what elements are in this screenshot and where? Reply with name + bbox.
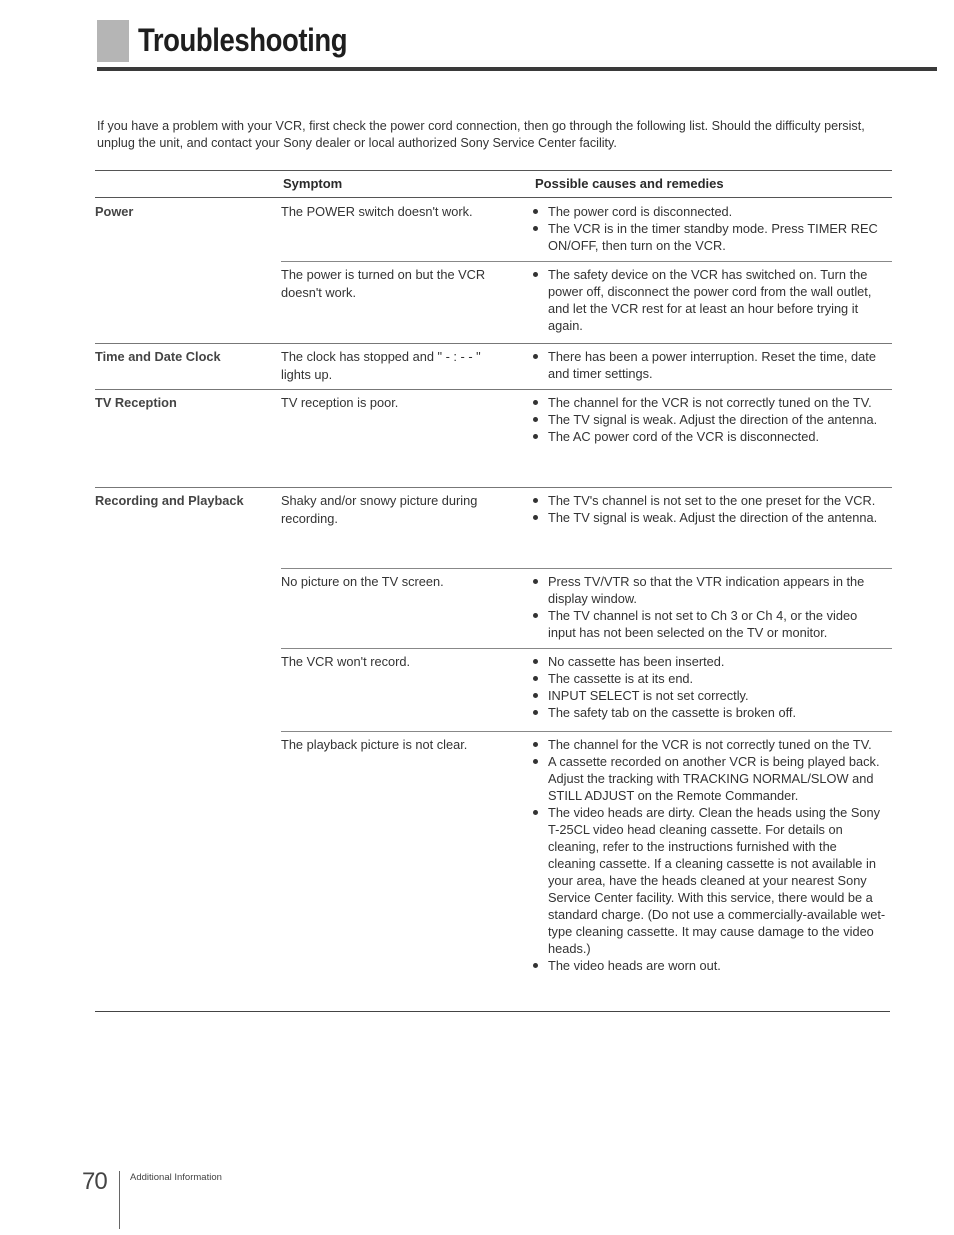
section-name: Additional Information	[130, 1172, 222, 1183]
causes-list	[531, 492, 887, 526]
cause-text: INPUT SELECT is not set correctly.	[548, 688, 749, 703]
row-divider	[281, 568, 892, 569]
cause-item	[531, 573, 887, 607]
cause-text: No cassette has been inserted.	[548, 654, 725, 669]
bullet-icon	[533, 434, 538, 439]
title-rule	[97, 67, 937, 71]
row-divider	[95, 389, 892, 390]
cause-item	[531, 653, 887, 670]
bullet-icon	[533, 693, 538, 698]
causes-list	[531, 348, 887, 382]
bullet-icon	[533, 613, 538, 618]
page-title: Troubleshooting	[138, 22, 348, 58]
bullet-icon	[533, 400, 538, 405]
cause-item	[531, 428, 887, 445]
table-row	[95, 198, 892, 261]
cause-text: The TV signal is weak. Adjust the direction of the antenna.	[548, 412, 878, 427]
page-number: 70	[82, 1168, 107, 1195]
symptom-text: No picture on the TV screen.	[281, 574, 444, 589]
cause-text: The channel for the VCR is not correctly tuned on the TV.	[548, 737, 872, 752]
cause-text: The video heads are worn out.	[548, 958, 721, 973]
cause-item	[531, 753, 887, 804]
cause-item	[531, 957, 887, 974]
bullet-icon	[533, 676, 538, 681]
cause-text: The TV channel is not set to Ch 3 or Ch 4, or the video input has not been selected on the TV or monitor.	[548, 608, 858, 640]
table-row	[95, 343, 892, 389]
cause-item	[531, 394, 887, 411]
table-row	[95, 261, 892, 343]
cause-text: The TV signal is weak. Adjust the direction of the antenna.	[548, 510, 878, 525]
row-divider	[281, 731, 892, 732]
cause-item	[531, 804, 887, 957]
bullet-icon	[533, 498, 538, 503]
cause-text: The power cord is disconnected.	[548, 204, 733, 219]
cause-text: The AC power cord of the VCR is disconnected.	[548, 429, 820, 444]
symptom-text: The VCR won't record.	[281, 654, 411, 669]
bullet-icon	[533, 742, 538, 747]
symptom-text: The power is turned on but the VCR doesn't work.	[281, 267, 486, 300]
bullet-icon	[533, 272, 538, 277]
bullet-icon	[533, 515, 538, 520]
bullet-icon	[533, 209, 538, 214]
causes-column-header: Possible causes and remedies	[535, 176, 724, 191]
symptom-text: The POWER switch doesn't work.	[281, 204, 473, 219]
cause-item	[531, 670, 887, 687]
cause-text: The TV's channel is not set to the one preset for the VCR.	[548, 493, 876, 508]
causes-list	[531, 266, 887, 334]
cause-text: The cassette is at its end.	[548, 671, 694, 686]
row-divider	[95, 487, 892, 488]
row-divider	[95, 343, 892, 344]
category-label: Recording and Playback	[95, 493, 244, 508]
category-label: Power	[95, 204, 134, 219]
bullet-icon	[533, 759, 538, 764]
cause-item	[531, 492, 887, 509]
cause-item	[531, 607, 887, 641]
causes-list	[531, 653, 887, 721]
cause-text: The safety device on the VCR has switched on. Turn the power off, disconnect the power cord from the wall outlet, and let the VCR rest for at least an hour before trying it again.	[548, 267, 872, 333]
row-divider	[281, 261, 892, 262]
cause-item	[531, 348, 887, 382]
cause-item	[531, 704, 887, 721]
bullet-icon	[533, 810, 538, 815]
title-marker-block	[97, 20, 129, 62]
cause-text: The channel for the VCR is not correctly tuned on the TV.	[548, 395, 872, 410]
bullet-icon	[533, 226, 538, 231]
bullet-icon	[533, 354, 538, 359]
category-label: Time and Date Clock	[95, 349, 221, 364]
bullet-icon	[533, 417, 538, 422]
category-label: TV Reception	[95, 395, 177, 410]
symptom-column-header: Symptom	[283, 176, 343, 191]
row-divider	[281, 648, 892, 649]
footer-divider	[119, 1171, 120, 1229]
cause-text: Press TV/VTR so that the VTR indication appears in the display window.	[548, 574, 865, 606]
table-header	[95, 170, 892, 198]
intro-paragraph: If you have a problem with your VCR, first check the power cord connection, then go through the following list. Should the difficulty persist, unplug the unit, and contact your Sony dealer or local authorized Sony Service Center facility.	[97, 119, 865, 150]
cause-text: The video heads are dirty. Clean the heads using the Sony T-25CL video head cleaning cassette. For details on cleaning, refer to the instructions furnished with the cleaning cassette. If a cleaning cassette is not available in your area, have the heads cleaned at your nearest Sony Service Center facility. With this service, there would be a standard charge. (Do not use a commercially-available wet-type cleaning cassette. It may cause damage to the video heads.)	[548, 805, 886, 956]
troubleshooting-table	[95, 170, 892, 1013]
bullet-icon	[533, 710, 538, 715]
cause-item	[531, 266, 887, 334]
table-row	[95, 648, 892, 731]
table-row	[95, 568, 892, 648]
table-row	[95, 731, 892, 1013]
causes-list	[531, 203, 887, 254]
cause-item	[531, 509, 887, 526]
bullet-icon	[533, 659, 538, 664]
symptom-text: The playback picture is not clear.	[281, 737, 468, 752]
cause-item	[531, 736, 887, 753]
cause-text: A cassette recorded on another VCR is being played back. Adjust the tracking with TRACKING NORMAL/SLOW and STILL ADJUST on the Remote Commander.	[548, 754, 880, 803]
causes-list	[531, 573, 887, 641]
bullet-icon	[533, 963, 538, 968]
symptom-text: Shaky and/or snowy picture during recording.	[281, 493, 478, 526]
causes-list	[531, 736, 887, 974]
bullet-icon	[533, 579, 538, 584]
cause-item	[531, 411, 887, 428]
table-row	[95, 389, 892, 487]
symptom-text: The clock has stopped and " - : - - " lights up.	[281, 349, 481, 382]
table-end-rule	[95, 1011, 890, 1012]
cause-text: The VCR is in the timer standby mode. Press TIMER REC ON/OFF, then turn on the VCR.	[548, 221, 878, 253]
cause-text: The safety tab on the cassette is broken off.	[548, 705, 797, 720]
cause-item	[531, 687, 887, 704]
table-body	[95, 198, 892, 1013]
causes-list	[531, 394, 887, 445]
cause-item	[531, 203, 887, 220]
cause-text: There has been a power interruption. Reset the time, date and timer settings.	[548, 349, 876, 381]
cause-item	[531, 220, 887, 254]
symptom-text: TV reception is poor.	[281, 395, 399, 410]
table-row	[95, 487, 892, 568]
